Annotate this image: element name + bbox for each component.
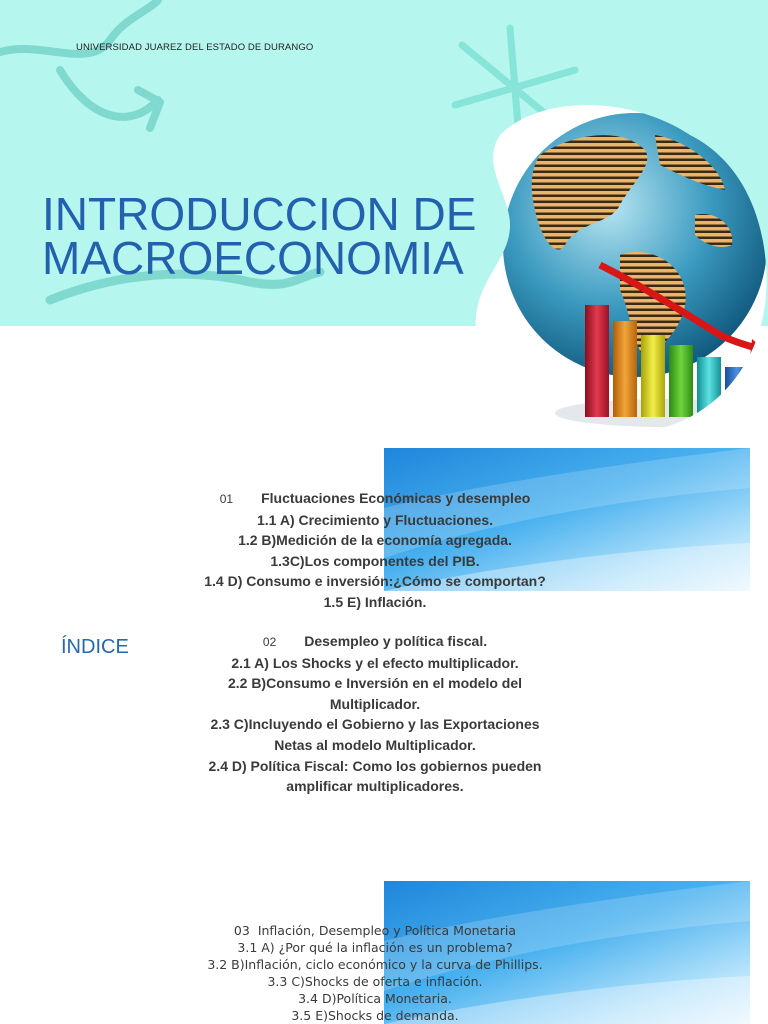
list-item: 3.2 B)Inflación, ciclo económico y la curva de Phillips. [207,957,543,972]
globe-chart-icon [470,95,768,435]
list-item: 2.4 D) Política Fiscal: Como los gobiernos pueden amplificar multiplicadores. [208,757,542,795]
page-title [42,188,477,284]
list-item: 1.5 E) Inflación. [323,593,427,610]
section-2-header [165,631,585,653]
list-item: 3.3 C)Shocks de oferta e inflación. [267,974,483,989]
list-item: 3.5 E)Shocks de demanda. [291,1008,459,1023]
list-item: 1.1 A) Crecimiento y Fluctuaciones. [257,511,493,528]
section-1-number: 01 [219,492,234,506]
list-item: 3.1 A) ¿Por qué la inflación es un problema? [237,940,513,955]
list-item: 2.3 C)Incluyendo el Gobierno y las Exportaciones Netas al modelo Multiplicador. [210,716,540,753]
list-item: 2.2 B)Consumo e Inversión en el modelo del Multiplicador. [227,675,523,712]
list-item: 3.4 D)Política Monetaria. [298,991,452,1006]
index-section-2 [165,631,585,797]
index-label: ÍNDICE [61,636,129,658]
section-3-title: Inflación, Desempleo y Política Monetaria [257,923,517,938]
section-3-header [165,922,585,939]
section-1-title: Fluctuaciones Económicas y desempleo [261,490,531,506]
list-item: 1.3C)Los componentes del PIB. [270,552,480,569]
title-line-2: MACROECONOMIA [42,232,464,284]
index-section-3 [165,922,585,1024]
title-line-1: INTRODUCCION DE [42,188,477,240]
section-2-title: Desempleo y política fiscal. [304,633,488,649]
section-2-number: 02 [262,635,277,649]
section-3-number: 03 [233,923,250,938]
list-item: 2.1 A) Los Shocks y el efecto multiplicador. [231,654,519,671]
index-section-1 [165,488,585,613]
list-item: 1.2 B)Medición de la economía agregada. [238,532,512,549]
list-item: 1.4 D) Consumo e inversión:¿Cómo se comportan? [204,573,546,590]
university-name: UNIVERSIDAD JUAREZ DEL ESTADO DE DURANGO [76,42,314,53]
section-1-header [165,488,585,510]
